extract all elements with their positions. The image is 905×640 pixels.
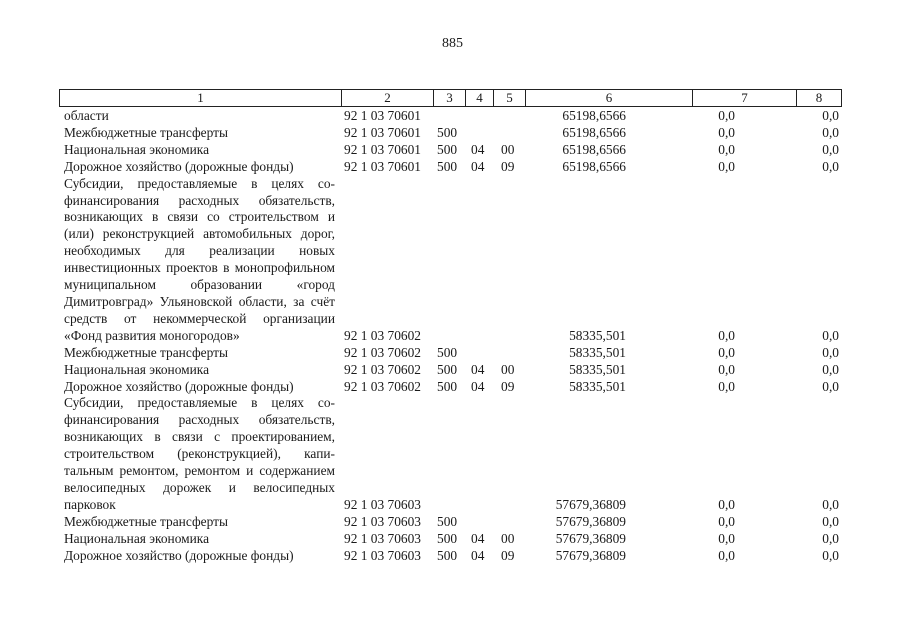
amount-col-6: 57679,36809 (555, 513, 626, 529)
amount-col-7: 0,0 (718, 124, 735, 140)
amount-col-8: 0,0 (822, 327, 839, 343)
section: 04 (471, 547, 485, 563)
target-code: 92 1 03 70603 (344, 496, 421, 512)
target-code: 92 1 03 70603 (344, 547, 421, 563)
target-code: 92 1 03 70601 (344, 141, 421, 157)
subsection: 00 (501, 141, 515, 157)
row-name: Субсидии, предоставляемые в целях софинансирования расходных обязательств, возникающих в связи со строительством и (или) реконструкцией автомобильных дорог, необходимых для реализации новых инвестиционных проектов в монопрофильном муниципальном образовании «город Димитровград» Ульяновской области, за счёт средств от некоммерческой организации «Фонд развития моногородов» (64, 175, 335, 343)
target-code: 92 1 03 70602 (344, 378, 421, 394)
amount-col-8: 0,0 (822, 108, 839, 123)
table-row (0, 395, 905, 513)
header-cell: 5 (494, 90, 526, 106)
amount-col-8: 0,0 (822, 158, 839, 174)
row-name: области (64, 108, 109, 123)
amount-col-6: 65198,6566 (562, 124, 626, 140)
expense-type: 500 (437, 361, 458, 377)
table-row (0, 125, 905, 142)
expense-type: 500 (437, 124, 458, 140)
row-name: Национальная экономика (64, 530, 210, 546)
target-code: 92 1 03 70601 (344, 124, 421, 140)
target-code: 92 1 03 70602 (344, 361, 421, 377)
amount-col-7: 0,0 (718, 327, 735, 343)
amount-col-8: 0,0 (822, 496, 839, 512)
amount-col-7: 0,0 (718, 496, 735, 512)
header-cell: 3 (434, 90, 466, 106)
expense-type: 500 (437, 158, 458, 174)
table-row (0, 548, 905, 565)
header-cell: 1 (60, 90, 342, 106)
header-cell: 2 (342, 90, 434, 106)
amount-col-7: 0,0 (718, 361, 735, 377)
expense-type: 500 (437, 141, 458, 157)
table-row (0, 159, 905, 176)
row-name: Межбюджетные трансферты (64, 124, 228, 140)
section: 04 (471, 378, 485, 394)
table-row (0, 379, 905, 396)
target-code: 92 1 03 70603 (344, 530, 421, 546)
target-code: 92 1 03 70602 (344, 327, 421, 343)
amount-col-8: 0,0 (822, 141, 839, 157)
header-cell: 7 (693, 90, 797, 106)
table-header (59, 89, 842, 107)
table-row (0, 362, 905, 379)
table-row (0, 142, 905, 159)
amount-col-7: 0,0 (718, 378, 735, 394)
row-name: Дорожное хозяйство (дорожные фонды) (64, 547, 294, 563)
amount-col-6: 65198,6566 (562, 108, 626, 123)
expense-type: 500 (437, 513, 458, 529)
amount-col-6: 58335,501 (569, 327, 626, 343)
amount-col-6: 57679,36809 (555, 547, 626, 563)
amount-col-6: 58335,501 (569, 361, 626, 377)
section: 04 (471, 530, 485, 546)
amount-col-6: 65198,6566 (562, 158, 626, 174)
table-body (0, 108, 905, 564)
amount-col-6: 57679,36809 (555, 496, 626, 512)
header-cell: 6 (526, 90, 693, 106)
amount-col-7: 0,0 (718, 158, 735, 174)
expense-type: 500 (437, 530, 458, 546)
subsection: 09 (501, 378, 515, 394)
row-name: Межбюджетные трансферты (64, 513, 228, 529)
amount-col-7: 0,0 (718, 513, 735, 529)
amount-col-8: 0,0 (822, 378, 839, 394)
subsection: 09 (501, 158, 515, 174)
row-name: Национальная экономика (64, 141, 210, 157)
target-code: 92 1 03 70603 (344, 513, 421, 529)
amount-col-8: 0,0 (822, 361, 839, 377)
amount-col-6: 58335,501 (569, 378, 626, 394)
page-number: 885 (442, 36, 463, 51)
expense-type: 500 (437, 547, 458, 563)
amount-col-7: 0,0 (718, 344, 735, 360)
amount-col-8: 0,0 (822, 530, 839, 546)
subsection: 09 (501, 547, 515, 563)
amount-col-7: 0,0 (718, 530, 735, 546)
row-name: Национальная экономика (64, 361, 210, 377)
amount-col-6: 57679,36809 (555, 530, 626, 546)
table-row (0, 108, 905, 125)
amount-col-8: 0,0 (822, 344, 839, 360)
amount-col-8: 0,0 (822, 513, 839, 529)
amount-col-6: 65198,6566 (562, 141, 626, 157)
row-name: Субсидии, предоставляемые в целях софинансирования расходных обязательств, возникающих в связи с проектированием, строительством (реконструкцией), капитальным ремонтом, ремонтом и содержанием велосипедных дорожек и велосипедных парковок (64, 395, 335, 512)
target-code: 92 1 03 70601 (344, 158, 421, 174)
amount-col-6: 58335,501 (569, 344, 626, 360)
header-cell: 4 (466, 90, 494, 106)
expense-type: 500 (437, 378, 458, 394)
table-row (0, 176, 905, 345)
target-code: 92 1 03 70601 (344, 108, 421, 123)
row-name: Дорожное хозяйство (дорожные фонды) (64, 158, 294, 174)
row-name: Дорожное хозяйство (дорожные фонды) (64, 378, 294, 394)
subsection: 00 (501, 361, 515, 377)
amount-col-8: 0,0 (822, 124, 839, 140)
row-name: Межбюджетные трансферты (64, 344, 228, 360)
amount-col-7: 0,0 (718, 141, 735, 157)
table-row (0, 514, 905, 531)
subsection: 00 (501, 530, 515, 546)
expense-type: 500 (437, 344, 458, 360)
amount-col-8: 0,0 (822, 547, 839, 563)
header-cell: 8 (815, 90, 823, 105)
amount-col-7: 0,0 (718, 547, 735, 563)
table-row (0, 531, 905, 548)
amount-col-7: 0,0 (718, 108, 735, 123)
target-code: 92 1 03 70602 (344, 344, 421, 360)
section: 04 (471, 141, 485, 157)
section: 04 (471, 361, 485, 377)
section: 04 (471, 158, 485, 174)
table-row (0, 345, 905, 362)
